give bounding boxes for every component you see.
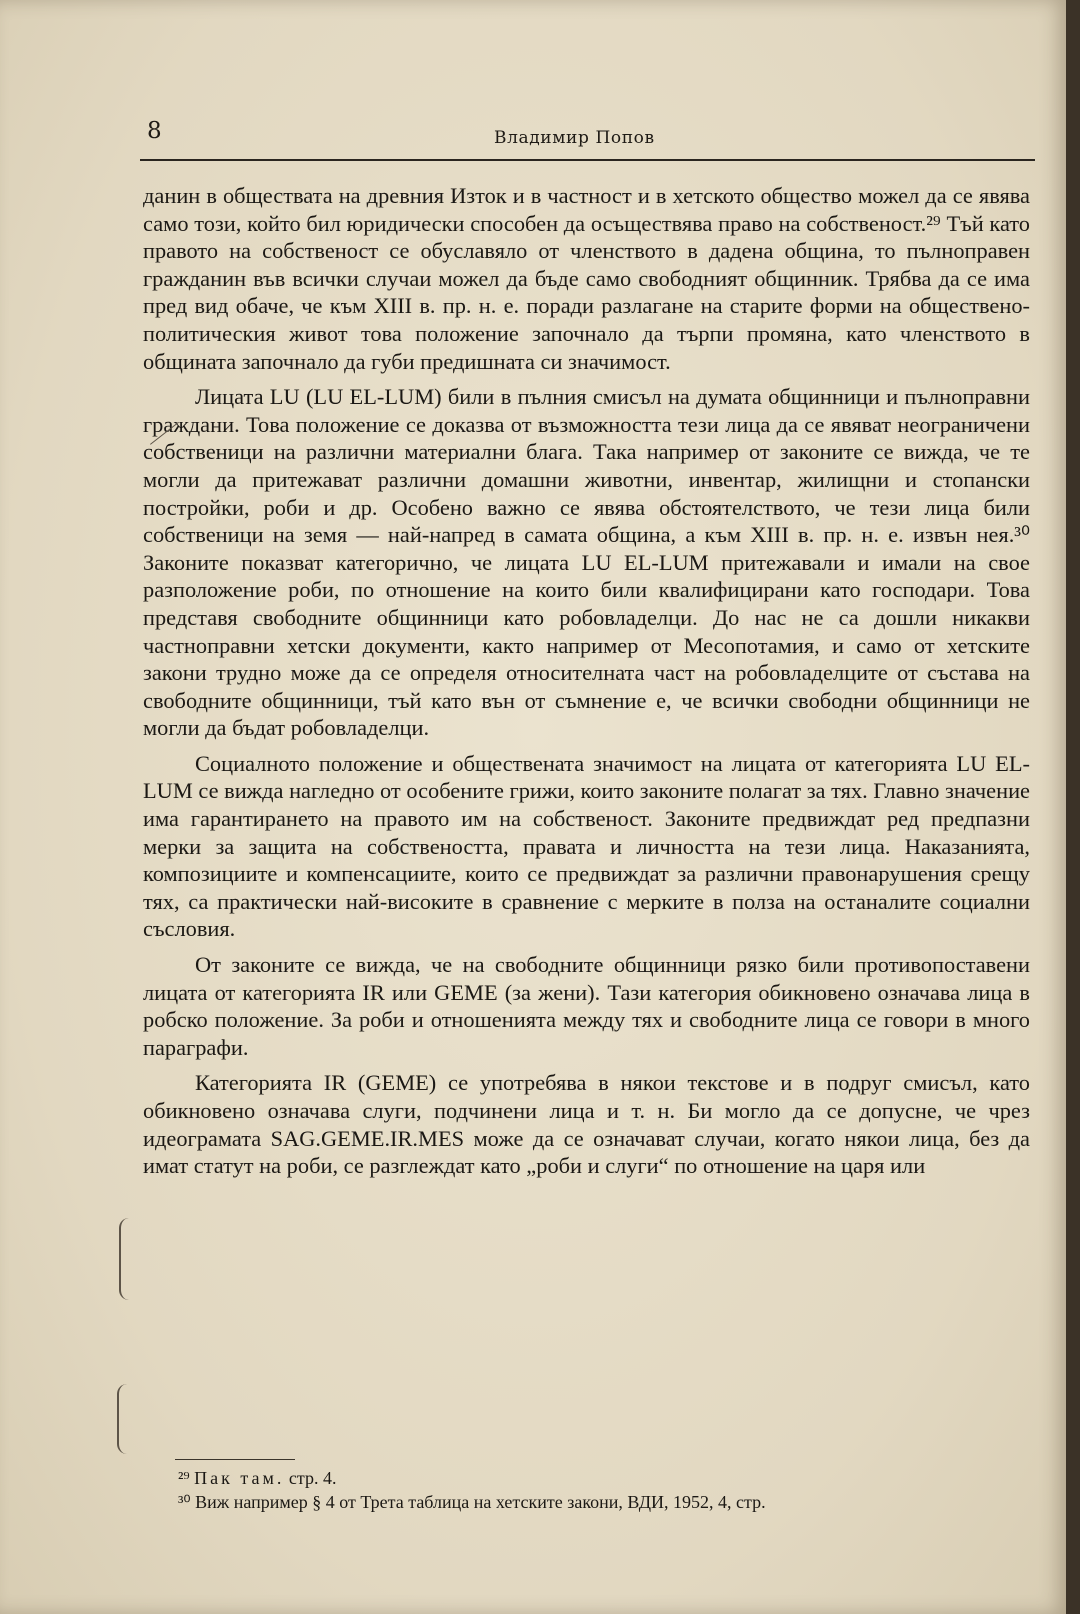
paragraph-4: От законите се вижда, че на свободните общинници рязко били противопоставени лицата от категорията IR или GEME (за жени). Тази категория обикновено означава лица в робско положение. За роби и отношенията между тях и свободните лица се говори в много параграфи.: [143, 952, 1030, 1060]
footnote-marker: ²⁹: [178, 1468, 190, 1488]
page-number: 8: [147, 118, 162, 144]
footnote-rule: [175, 1459, 295, 1460]
paragraph-1: данин в обществата на древния Изток и в частност и в хетското общество можел да се явява само този, който бил юридически способен да осъществява право на собственост.²⁹ Тъй като правото на собственост се обуславяло от членството в дадена община, то пълноправен гражданин във всички случаи можел да бъде само свободният общинник. Трябва да се има пред вид обаче, че към XIII в. пр. н. е. поради разлагане на старите форми на обществено-политическия живот това положение започнало да търпи промяна, като членството в общината започнало да губи предишната си значимост.: [143, 183, 1030, 374]
book-spine-edge: [1066, 0, 1080, 1614]
footnote-30: [178, 1490, 1038, 1514]
header-rule: [140, 159, 1035, 161]
pencil-bracket: [119, 1218, 131, 1300]
footnote-marker: ³⁰: [178, 1492, 191, 1512]
footnote-text: Виж например § 4 от Трета таблица на хетските закони, ВДИ, 1952, 4, стр.: [195, 1492, 766, 1512]
paragraph-3: Социалното положение и обществената значимост на лицата от категорията LU EL-LUM се вижда нагледно от особените грижи, които законите полагат за тях. Главно значение има гарантирането на правото им на собственост. Законите предвиждат ред предпазни мерки за защита на собствеността, правата и личността на тези лица. Наказанията, композициите и компенсациите, които се предвиждат за различни правонарушения срещу тях, са практически най-високите в сравнение с мерките в полза на останалите социални съсловия.: [143, 750, 1030, 942]
footnote-text: Пак там.: [194, 1468, 285, 1488]
footnote-29: [178, 1466, 1038, 1490]
paragraph-2: Лицата LU (LU EL-LUM) били в пълния смисъл на думата общинници и пълноправни граждани. Това положение се доказва от възможността тези лица да се явяват неограничени собственици на различни материални блага. Така например от законите се вижда, че те могли да притежават различни домашни животни, инвентар, жилищни и стопански постройки, роби и др. Особено важно се явява обстоятелството, че тези лица били собственици на земя — най-напред в самата община, а към XIII в. пр. н. е. извън нея.³⁰ Законите показват категорично, че лицата LU EL-LUM притежавали и имали на свое разположение роби, по отношение на които били квалифицирани като господари. Това представя свободните общинници като робовладелци. До нас не са дошли никакви частноправни хетски документи, както например от Месопотамия, и само от хетските закони трудно може да се определя относителната част на робовладелците от състава на свободните общинници, тъй като вън от съмнение е, че всички свободни общинници не могли да бъдат робовладелци.: [143, 384, 1030, 741]
pencil-bracket: [117, 1384, 129, 1454]
body-text: [143, 182, 1030, 1188]
running-head: Владимир Попов: [494, 128, 655, 148]
footnote-text: стр. 4.: [284, 1468, 337, 1488]
page-header: [147, 116, 1032, 160]
paragraph-5: Категорията IR (GEME) се употребява в някои текстове и в подруг смисъл, като обикновено означава слуги, подчинени лица и т. н. Би могло да се допусне, че чрез идеограмата SAG.GEME.IR.MES може да се означават случаи, когато някои лица, без да имат статут на роби, се разглеждат като „роби и слуги“ по отношение на царя или: [143, 1070, 1030, 1179]
footnotes: [178, 1466, 1038, 1514]
